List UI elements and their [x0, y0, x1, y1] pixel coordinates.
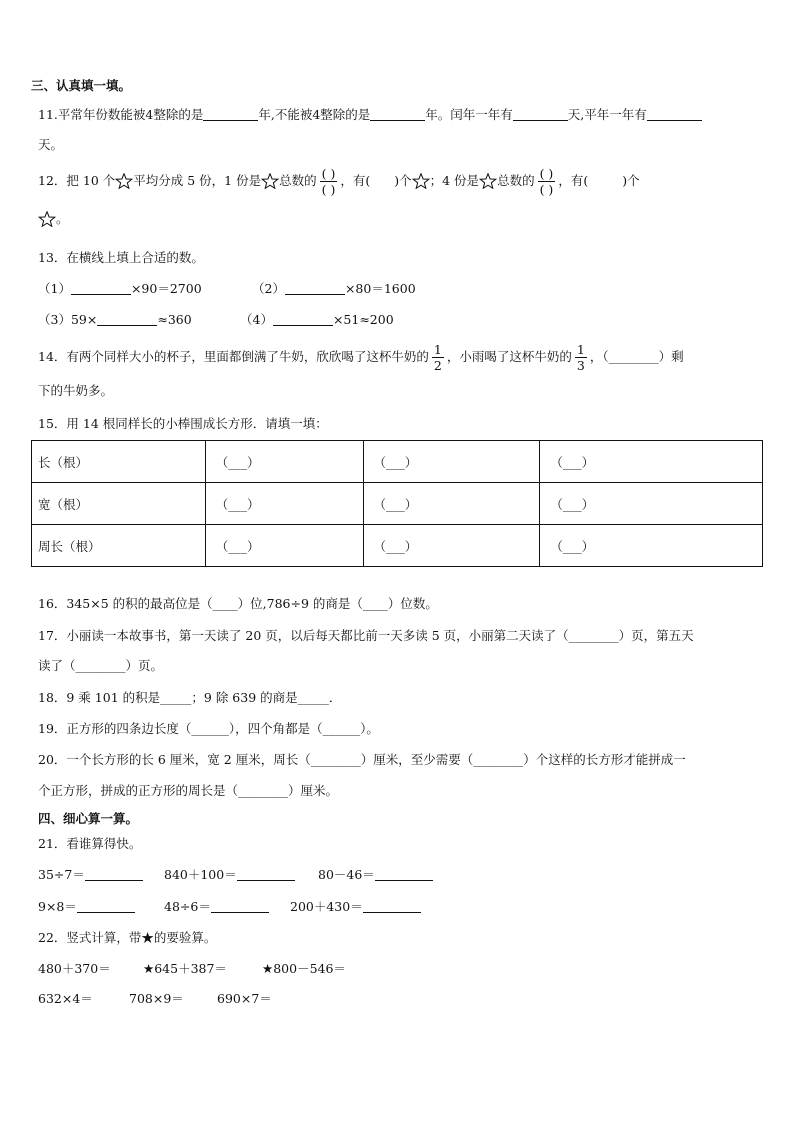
- q13-label-2: （2）: [252, 281, 285, 296]
- q13-title: 13．在横线上填上合适的数。: [38, 250, 204, 265]
- q21-item: [38, 899, 135, 915]
- q22-expr: ★645＋387＝: [143, 961, 227, 976]
- question-12: [38, 165, 640, 197]
- table-cell[interactable]: （___）: [540, 441, 763, 483]
- q11-blank-1[interactable]: [203, 108, 258, 121]
- table-cell[interactable]: （___）: [363, 441, 540, 483]
- q12-text-7: 总数的: [497, 173, 535, 188]
- q13-blank-1[interactable]: [71, 282, 131, 295]
- star-outline-icon: [412, 173, 430, 189]
- q21-item: [318, 867, 433, 883]
- star-outline-icon: [115, 173, 133, 189]
- table-row: [32, 525, 763, 567]
- question-20-line-1: 20．一个长方形的长 6 厘米，宽 2 厘米，周长（________）厘米，至少需要（________）个这样的长方形才能拼成一: [38, 752, 686, 767]
- question-20-line-2: 个正方形，拼成的正方形的周长是（________）厘米。: [38, 783, 339, 798]
- table-cell[interactable]: （___）: [540, 525, 763, 567]
- q11-text-4: 天,平年一年有: [567, 107, 647, 122]
- fraction-numerator: ( ): [539, 166, 554, 181]
- star-outline-icon: [38, 211, 56, 227]
- table-cell[interactable]: （___）: [363, 525, 540, 567]
- q11-blank-3[interactable]: [513, 108, 568, 121]
- q21-item: [290, 899, 421, 915]
- fraction-denominator: 3: [576, 358, 585, 373]
- q21-expr: 9×8＝: [38, 899, 77, 914]
- fraction-numerator: 1: [433, 342, 442, 357]
- q11-blank-4[interactable]: [647, 108, 702, 121]
- q12-text-8: ，有(: [558, 173, 589, 188]
- q11-text-3: 年。闰年一年有: [425, 107, 513, 122]
- q12-text-4: ，有(: [340, 173, 371, 188]
- q21-expr: 35÷7＝: [38, 867, 85, 882]
- q13-expr-1: ×90＝2700: [130, 281, 202, 296]
- q13-blank-3[interactable]: [97, 313, 157, 326]
- q11-blank-2[interactable]: [370, 108, 425, 121]
- fraction-denominator: 2: [433, 358, 442, 373]
- q11-text-1: 11.平常年份数能被4整除的是: [38, 107, 204, 122]
- q13-part-1: [38, 281, 202, 297]
- table-cell[interactable]: （___）: [540, 483, 763, 525]
- q22-expr: 632×4＝: [38, 991, 93, 1006]
- q11-text-2: 年,不能被4整除的是: [258, 107, 371, 122]
- section-3-title: 三、认真填一填。: [31, 78, 132, 93]
- row-label: 长（根）: [32, 441, 206, 483]
- q12-fraction-1[interactable]: [320, 166, 338, 197]
- q14-line-2: 下的牛奶多。: [38, 383, 114, 398]
- q13-expr-4: ×51≈200: [332, 312, 394, 327]
- q12-text-3: 总数的: [279, 173, 317, 188]
- q13-label-1: （1）: [38, 281, 71, 296]
- question-19: 19．正方形的四条边长度（______），四个角都是（______）。: [38, 721, 379, 736]
- table-row: [32, 483, 763, 525]
- question-14: [38, 341, 684, 373]
- q21-title: 21．看谁算得快。: [38, 836, 142, 851]
- q14-fraction-1: [432, 342, 444, 373]
- q12-text-5: )个: [394, 173, 412, 188]
- star-outline-icon: [479, 173, 497, 189]
- q14-text-1: 14．有两个同样大小的杯子，里面都倒满了牛奶，欣欣喝了这杯牛奶的: [38, 349, 429, 364]
- q14-fraction-2: [575, 342, 587, 373]
- q21-expr: 200＋430＝: [290, 899, 363, 914]
- question-17-line-2: 读了（________）页。: [38, 658, 164, 673]
- q12-fraction-2[interactable]: [538, 166, 556, 197]
- q13-label-4: （4）: [240, 312, 273, 327]
- question-16: 16．345×5 的积的最高位是（____）位,786÷9 的商是（____）位数。: [38, 596, 438, 611]
- q22-expr: 708×9＝: [129, 991, 184, 1006]
- question-18: 18．9 乘 101 的积是_____；9 除 639 的商是_____．: [38, 690, 342, 705]
- table-cell[interactable]: （___）: [363, 483, 540, 525]
- q13-part-2: [252, 281, 416, 297]
- fraction-denominator: ( ): [321, 182, 336, 197]
- q22-expr: 480＋370＝: [38, 961, 111, 976]
- question-11: [38, 107, 702, 123]
- q12-text-1: 12．把 10 个: [38, 173, 116, 188]
- table-row: [32, 441, 763, 483]
- answer-blank[interactable]: [237, 868, 295, 881]
- table-cell[interactable]: （___）: [205, 483, 363, 525]
- answer-blank[interactable]: [363, 900, 421, 913]
- row-label: 宽（根）: [32, 483, 206, 525]
- q12-text-10: 。: [56, 211, 69, 226]
- q21-item: [38, 867, 143, 883]
- q21-expr: 80－46＝: [318, 867, 375, 882]
- q21-item: [164, 867, 295, 883]
- q14-text-2: ，小雨喝了这杯牛奶的: [446, 349, 572, 364]
- q12-text-6: ；4 份是: [429, 173, 480, 188]
- q21-expr: 48÷6＝: [164, 899, 211, 914]
- fraction-numerator: ( ): [321, 166, 336, 181]
- table-cell[interactable]: （___）: [205, 441, 363, 483]
- q15-table: [31, 440, 763, 567]
- q13-part-3: [38, 312, 192, 328]
- q11-text-5: 天。: [38, 137, 64, 152]
- answer-blank[interactable]: [211, 900, 269, 913]
- q21-item: [164, 899, 269, 915]
- q13-blank-2[interactable]: [285, 282, 345, 295]
- answer-blank[interactable]: [85, 868, 143, 881]
- q12-text-2: 平均分成 5 份，1 份是: [133, 173, 262, 188]
- fraction-numerator: 1: [576, 342, 585, 357]
- q21-expr: 840＋100＝: [164, 867, 237, 882]
- q22-expr: ★800－546＝: [262, 961, 346, 976]
- star-outline-icon: [261, 173, 279, 189]
- q15-title: 15．用 14 根同样长的小棒围成长方形．请填一填：: [38, 416, 328, 431]
- q12-text-9: )个: [622, 173, 640, 188]
- q12-line-2: [38, 211, 69, 227]
- section-4-title: 四、细心算一算。: [38, 811, 139, 826]
- row-label: 周长（根）: [32, 525, 206, 567]
- q13-blank-4[interactable]: [273, 313, 333, 326]
- answer-blank[interactable]: [77, 900, 135, 913]
- q14-text-3: ，（________）剩: [589, 349, 684, 364]
- q13-label-3: （3）59×: [38, 312, 98, 327]
- q13-part-4: [240, 312, 394, 328]
- table-cell[interactable]: （___）: [205, 525, 363, 567]
- q22-title: 22．竖式计算，带★的要验算。: [38, 930, 217, 945]
- answer-blank[interactable]: [375, 868, 433, 881]
- q13-expr-3: ≈360: [157, 312, 192, 327]
- fraction-denominator: ( ): [539, 182, 554, 197]
- question-17-line-1: 17．小丽读一本故事书，第一天读了 20 页，以后每天都比前一天多读 5 页，小丽第二天读了（________）页，第五天: [38, 628, 694, 643]
- q13-expr-2: ×80＝1600: [344, 281, 416, 296]
- q22-expr: 690×7＝: [217, 991, 272, 1006]
